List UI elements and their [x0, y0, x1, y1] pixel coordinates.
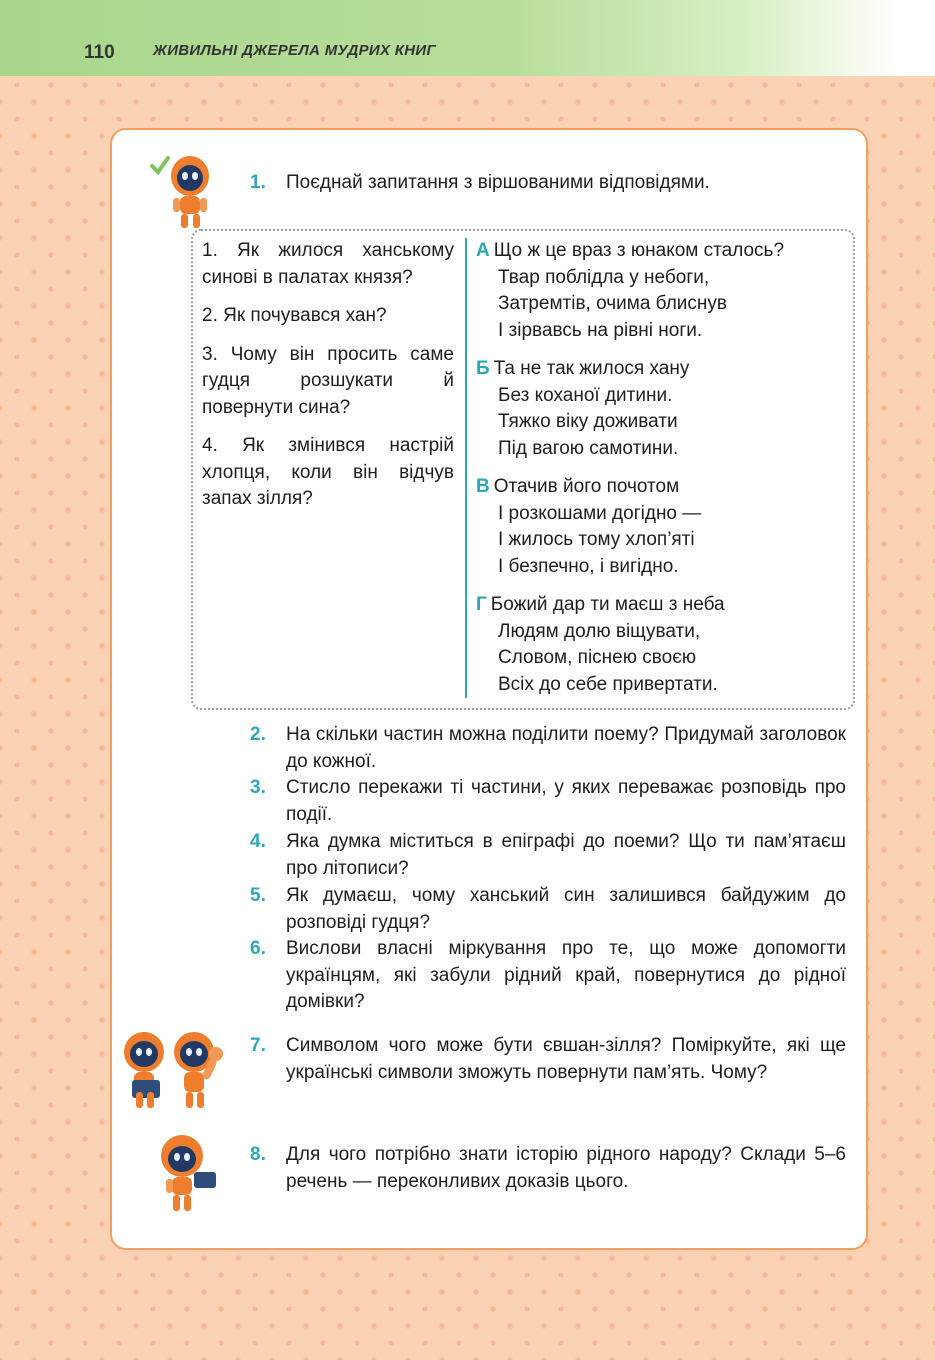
answer-line: І безпечно, і вигідно. [498, 555, 679, 577]
answer-line: Та не так жилося хану [493, 358, 690, 379]
answer-letter: А [476, 240, 490, 261]
answer-letter: В [476, 476, 490, 497]
matching-questions [202, 238, 454, 525]
robot-pair-icon [112, 1028, 240, 1112]
task-7 [250, 1033, 846, 1086]
matching-question: 4. Як змінився настрій хлопця, коли він відчув запах зілля? [202, 435, 454, 509]
page-header [0, 0, 935, 76]
answer-v [476, 474, 848, 580]
column-divider [465, 238, 467, 698]
matching-question: 2. Як почувався хан? [202, 305, 387, 326]
task-number: 3. [250, 777, 266, 798]
answer-h [476, 592, 848, 698]
task-text: На скільки частин можна поділити поему? Придумай заголовок до кожної. [286, 724, 846, 772]
task-8 [250, 1142, 846, 1195]
answer-line: І жилось тому хлоп’яті [498, 529, 695, 550]
task-number: 7. [250, 1035, 266, 1056]
answer-line: Всіх до себе привертати. [498, 673, 718, 695]
task-2 [250, 722, 846, 775]
task-5 [250, 883, 846, 936]
task-text: Вислови власні міркування про те, що може допомогти українцям, які забули рідний край, повернутися до рідної домівки? [286, 938, 846, 1012]
page-number: 110 [84, 42, 115, 63]
check-icon [152, 158, 168, 172]
answer-letter: Г [476, 594, 487, 615]
task-text: Яка думка міститься в епіграфі до поеми? Що ти пам’ятаєш про літописи? [286, 831, 846, 879]
task-1 [250, 170, 846, 197]
answer-line: Твар поблідла у небоги, [498, 266, 710, 288]
answer-line: Словом, піснею своєю [498, 647, 697, 668]
task-number: 1. [250, 172, 266, 193]
answer-line: Божий дар ти маєш з неба [490, 594, 725, 615]
task-number: 2. [250, 724, 266, 745]
answer-line: І розкошами догідно — [498, 502, 702, 524]
answer-a [476, 238, 848, 344]
task-3 [250, 775, 846, 828]
answer-line: Людям долю віщувати, [498, 620, 701, 642]
task-text: Поєднай запитання з віршованими відповідями. [286, 172, 710, 193]
task-number: 6. [250, 938, 266, 959]
answer-line: І зірвавсь на рівні ноги. [498, 319, 703, 341]
task-text: Для чого потрібно знати історію рідного народу? Склади 5–6 речень — переконливих доказів цього. [286, 1144, 846, 1192]
running-title: ЖИВИЛЬНІ ДЖЕРЕЛА МУДРИХ КНИГ [153, 42, 436, 59]
answer-line: Без коханої дитини. [498, 384, 673, 406]
robot-icon [148, 152, 228, 232]
matching-answers [476, 238, 848, 710]
robot-with-tablet-icon [150, 1132, 226, 1214]
matching-question: 3. Чому він просить саме гудця розшукати й повернути сина? [202, 343, 454, 418]
task-number: 8. [250, 1144, 266, 1165]
answer-letter: Б [476, 358, 490, 379]
answer-line: Затремтів, очима блиснув [498, 293, 727, 314]
task-number: 4. [250, 831, 266, 852]
answer-line: Під вагою самотини. [498, 437, 679, 459]
task-text: Символом чого може бути євшан-зілля? Поміркуйте, які ще українські символи зможуть повернути пам’ять. Чому? [286, 1035, 846, 1083]
task-4 [250, 829, 846, 882]
answer-b [476, 356, 848, 462]
task-number: 5. [250, 885, 266, 906]
matching-question: 1. Як жилося ханському синові в палатах князя? [202, 240, 454, 288]
answer-line: Отачив його почотом [493, 476, 680, 497]
answer-line: Що ж це враз з юнаком сталось? [493, 240, 785, 261]
answer-line: Тяжко віку доживати [498, 411, 678, 432]
task-text: Як думаєш, чому ханський син залишився байдужим до розповіді гудця? [286, 885, 846, 933]
task-6 [250, 936, 846, 1016]
task-text: Стисло перекажи ті частини, у яких переважає розповідь про події. [286, 777, 846, 825]
